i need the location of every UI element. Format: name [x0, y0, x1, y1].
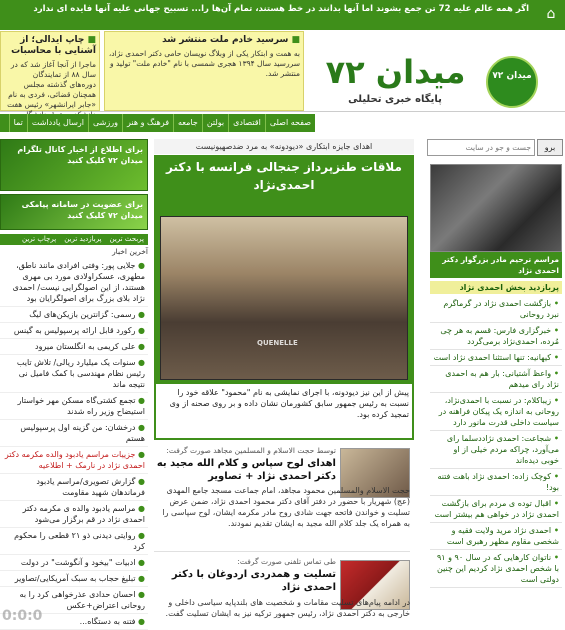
list-item-text: ناتوان کارهایی که در سال ۹۰ و ۹۱ با شخص احمدی نژاد کردیم این چنین دولتی است — [436, 553, 559, 584]
list-item[interactable] — [430, 296, 562, 323]
featured-box-text: ماجرا از آنجا آغاز شد که در سال ۸۸ از تمایندگان دوره‌های گذشته مجلس همچنان قضائی، فردی به نام «جابر ایرانشهر» رئیس هفت — [7, 60, 96, 109]
list-item[interactable] — [430, 469, 562, 496]
list-item-text: تبلیغ حجاب به سبک آمریکایی/تصاویر — [14, 574, 136, 583]
list-item-text: سنوات یک میلیارد ریالی/ تلاش تایب رئیس نظام مهندسی با کمک فامیل نی نتیجه ماند — [16, 358, 145, 389]
latest-news-list — [0, 258, 148, 630]
bullet-icon: ● — [135, 396, 145, 405]
list-item[interactable] — [430, 393, 562, 431]
featured-box-right[interactable] — [104, 31, 304, 111]
telegram-banner[interactable]: برای اطلاع از اخبار کانال تلگرام میدان ۷۲ کلیک کنید — [0, 139, 148, 191]
bullet-icon: • — [551, 499, 559, 508]
bullet-icon: • — [551, 396, 559, 405]
site-logo-wordmark[interactable]: میدان ۷۲ — [325, 53, 466, 91]
list-item[interactable] — [0, 339, 148, 355]
nav-item-society[interactable]: جامعه — [173, 114, 202, 132]
news-kicker: توسط حجت الاسلام و المسلمین مجاهد صورت گرفت: — [166, 446, 336, 455]
list-item[interactable] — [0, 258, 148, 307]
bullet-icon: • — [551, 434, 559, 443]
nav-item-bulletin[interactable]: بولتن — [202, 114, 228, 132]
list-item-text: جزییات مراسم یادبود والده مکرمه دکتر احمدی نژاد در نارمک + اطلاعیه — [4, 450, 145, 470]
search-button[interactable]: برو — [537, 139, 563, 156]
list-item[interactable] — [0, 307, 148, 323]
list-item-text: رسمی: گزانترین بازیکن‌های لیگ — [29, 310, 136, 319]
list-item-text: اقبال توده ی مردم برای بازگشت احمدی نژاد در خواهی هم بیشتر است — [434, 499, 559, 519]
bullet-icon: ● — [135, 504, 145, 513]
bullet-icon: ● — [135, 531, 145, 540]
featured-photo-caption[interactable]: مراسم ترحیم مادر بزرگوار دکتر احمدی نژاد — [430, 252, 562, 278]
featured-box-title-text: سرسید خادم ملت منتشر شد — [162, 35, 289, 45]
main-story-kicker: اهدای جایزه ابتکاری «دیودونه» به مرد ضدصهیونیست — [154, 139, 414, 154]
list-item[interactable] — [0, 355, 148, 393]
bullet-icon: ● — [135, 617, 145, 626]
site-logo-emblem[interactable]: میدان ۷۲ — [486, 56, 538, 108]
list-item[interactable] — [0, 323, 148, 339]
list-item[interactable] — [0, 528, 148, 555]
bullet-icon: ● — [135, 342, 145, 351]
list-item-text: زیباکلام: در نسبت با احمدی‌نژاد، روحانی به اندازه یک پیکان فراهنه در سیاست داخلی قدرت مانور دارد — [438, 396, 559, 427]
list-item[interactable] — [0, 474, 148, 501]
list-item[interactable] — [0, 447, 148, 474]
tab-latest-news[interactable]: آخرین اخبار — [112, 247, 148, 256]
sms-banner[interactable]: برای عضویت در سامانه پیامکی میدان ۷۲ کلیک کنید — [0, 194, 148, 230]
list-item[interactable] — [430, 323, 562, 350]
list-item-text: بازگشت احمدی نژاد در گرماگرم نبرد روحانی — [443, 299, 559, 319]
bullet-icon: • — [551, 299, 559, 308]
list-item-text: گزارش تصویری/مراسم یادبود فرماندهان شهید مقاومت — [36, 477, 145, 497]
list-item[interactable] — [0, 501, 148, 528]
list-item[interactable] — [0, 555, 148, 571]
bullet-icon: ● — [135, 326, 145, 335]
list-item-text: شجاعت: احمدی نژاد‌دسلما رای می‌آورد، چراکه مردم خیلی از او خوبی دیده‌اند — [446, 434, 559, 465]
list-item-text: درخشان: من گزینه اول پرسپولیس هستم — [20, 423, 145, 443]
bullet-icon: ● — [135, 574, 145, 583]
list-item[interactable] — [0, 571, 148, 587]
list-item-text: جلایی پور: وفتی افرادی مانند ناطق، مطهری، عسکراولادی مورد بی مهری هستند، از این اصولگرایی نیست/ احمدی نژاد بلای بزرگ برای اصولگرایان بود — [12, 261, 145, 303]
list-item[interactable] — [430, 350, 562, 366]
bullet-icon: ● — [135, 477, 145, 486]
list-item-text: فتنه به دستگاه... — [79, 617, 136, 626]
list-item-text: تجمع کشتی‌گاه مسکن مهر خواستار استیضاح وزیر راه شدند — [17, 396, 145, 416]
list-item-text: کیهانیه: تنها استثنا احمدی نژاد است — [433, 353, 552, 362]
nav-item-culture[interactable]: فرهنگ و هنر — [122, 114, 173, 132]
search-input[interactable] — [427, 139, 535, 156]
list-item-text: مراسم یادبود والده ی مکرمه دکتر احمدی نژاد در قم برگزار می‌شود — [22, 504, 145, 524]
list-item-text: رکورد قابل ارائه پرسپولیس به گینس — [13, 326, 136, 335]
list-item[interactable] — [0, 393, 148, 420]
list-item-text: واعظ آشتیانی: بار هم به احمدی نژاد رای میدهم — [445, 369, 559, 389]
bullet-icon: ● — [135, 358, 145, 367]
news-title[interactable]: اهدای لوح سپاس و کلام الله مجید به دکتر احمدی نژاد + تصاویر — [156, 458, 336, 482]
list-item[interactable] — [430, 523, 562, 550]
featured-box-title-text: چاپ ایدالی؛ از آشنایی با محاسبات — [11, 35, 96, 56]
popular-section-header: پربازدید بخش احمدی نژاد — [430, 281, 562, 294]
popular-news-list — [430, 296, 562, 630]
divider — [154, 551, 410, 552]
nav-item-submit-note[interactable]: ارسال یادداشت — [27, 114, 88, 132]
featured-box-left[interactable] — [0, 31, 100, 111]
main-nav — [0, 114, 315, 132]
bullet-icon: • — [551, 526, 559, 535]
tab-most-printed[interactable]: پرچاپ ترین — [22, 235, 57, 243]
list-item[interactable] — [430, 550, 562, 588]
featured-box-title[interactable] — [4, 35, 96, 57]
list-item-text: روایتی دیدنی ذو ۲۱ قطعی را محکوم کرد — [14, 531, 145, 551]
bullet-icon: ● — [135, 450, 145, 459]
bullet-icon: ■ — [288, 35, 300, 45]
bullet-icon: • — [551, 326, 559, 335]
bullet-icon: • — [551, 353, 559, 362]
nav-item-home[interactable]: صفحه اصلی — [265, 114, 315, 132]
photo-watermark: QUENELLE — [257, 339, 298, 347]
news-summary: در ادامه پیام‌های تسلیت مقامات و شخصیت های بلندپایه سیاسی داخلی و خارجی به دکتر احمدی نژاد، رئیس جمهور ترکیه نیز به ایشان تسلیت گفت. — [165, 598, 410, 618]
list-item[interactable] — [0, 420, 148, 447]
news-kicker: طی تماس تلفنی صورت گرفت: — [237, 557, 336, 566]
corner-watermark: 0:0:0 — [2, 608, 43, 624]
bullet-icon: ● — [135, 261, 145, 270]
nav-item-contact[interactable]: تما — [9, 114, 27, 132]
bullet-icon: ● — [135, 423, 145, 432]
bullet-icon: ■ — [84, 35, 96, 45]
list-item-text: خبرگزاری فارس: قسم به هر چی مُرده، احمدی‌نژاد برمی‌گردد — [440, 326, 559, 346]
bullet-icon: • — [551, 369, 559, 378]
search-box — [427, 139, 563, 156]
home-icon[interactable]: ⌂ — [546, 6, 556, 22]
list-item[interactable] — [430, 366, 562, 393]
featured-box-text: به همت و ابتکار یکی از وبلاگ نویسان حامی دکتر احمدی نژاد، سررسید سال ۱۳۹۴ هجری شمسی با نام "خادم ملت" تولید و منتشر شد. — [108, 49, 300, 78]
bullet-icon: • — [551, 472, 559, 481]
nav-item-sports[interactable]: ورزشی — [88, 114, 122, 132]
main-story-caption: پیش از این نیز دیودونه، با اجرای نمایشی به نام "محمود" علاقه خود را نسبت به رئیس جمهور سابق کشورمان نشان داده و بر روی صحنه از وی تمجید کرده بود. — [156, 384, 412, 438]
main-story-title[interactable]: ملاقات طنزپرداز جنجالی فرانسه با دکتر احمدی‌نژاد — [166, 160, 402, 192]
site-tagline: پایگاه خبری تحلیلی — [348, 94, 442, 105]
news-summary: حجت الاسلام والمسلمین محمود مجاهد، امام جماعت مسجد جامع المهدی (عج) شهریار با حضور در دفتر آقای دکتر محمود احمدی نژاد، ضمن عرض تسلیت و خواندن فاتحه جهت شادی روح مادر مکرمه ایشان، لوح سپاسی را به همراه یک جلد کلام الله مجید به ایشان تقدیم نمودند. — [162, 486, 410, 528]
bullet-icon: ● — [135, 558, 145, 567]
list-item-text: احسان حدادی عذرخواهی کرد را به روحانی اعتراض+عکس — [19, 590, 145, 610]
list-item-text: احمدی نژاد مرید ولایت فقیه و شخصی مقاوم مظهر رهبری است — [446, 526, 559, 546]
sidebar-tabs — [0, 234, 148, 245]
bullet-icon: ● — [135, 590, 145, 599]
list-item[interactable] — [430, 431, 562, 469]
featured-photo[interactable] — [430, 164, 562, 252]
news-ticker[interactable]: اگر همه عالم علیه 72 تن جمع بشوند اما آنها بدانند در خط هستند، تمام آن‌ها را... تسبیح جهانی علیه آنها فایده ای ندارد — [33, 4, 529, 14]
tab-most-discussed[interactable]: پربحث ترین — [109, 235, 144, 243]
list-item-text: علی کریمی به انگلستان میرود — [35, 342, 136, 351]
tab-most-viewed[interactable]: پربازدید ترین — [64, 235, 102, 243]
list-item-text: ادبیات "بیخود و آنگوشت" در دولت — [20, 558, 136, 567]
list-item[interactable] — [430, 496, 562, 523]
news-title[interactable]: تسلیت و همدردی اردوغان با دکتر احمدی نژاد — [171, 569, 336, 593]
nav-item-economic[interactable]: اقتصادی — [228, 114, 265, 132]
bullet-icon: ● — [135, 310, 145, 319]
bullet-icon: • — [551, 553, 559, 562]
list-item-text: کوچک زاده: احمدی نژاد باهت فتنه بود! — [437, 472, 559, 492]
main-story-photo[interactable] — [160, 216, 408, 380]
featured-box-title[interactable] — [108, 35, 300, 46]
